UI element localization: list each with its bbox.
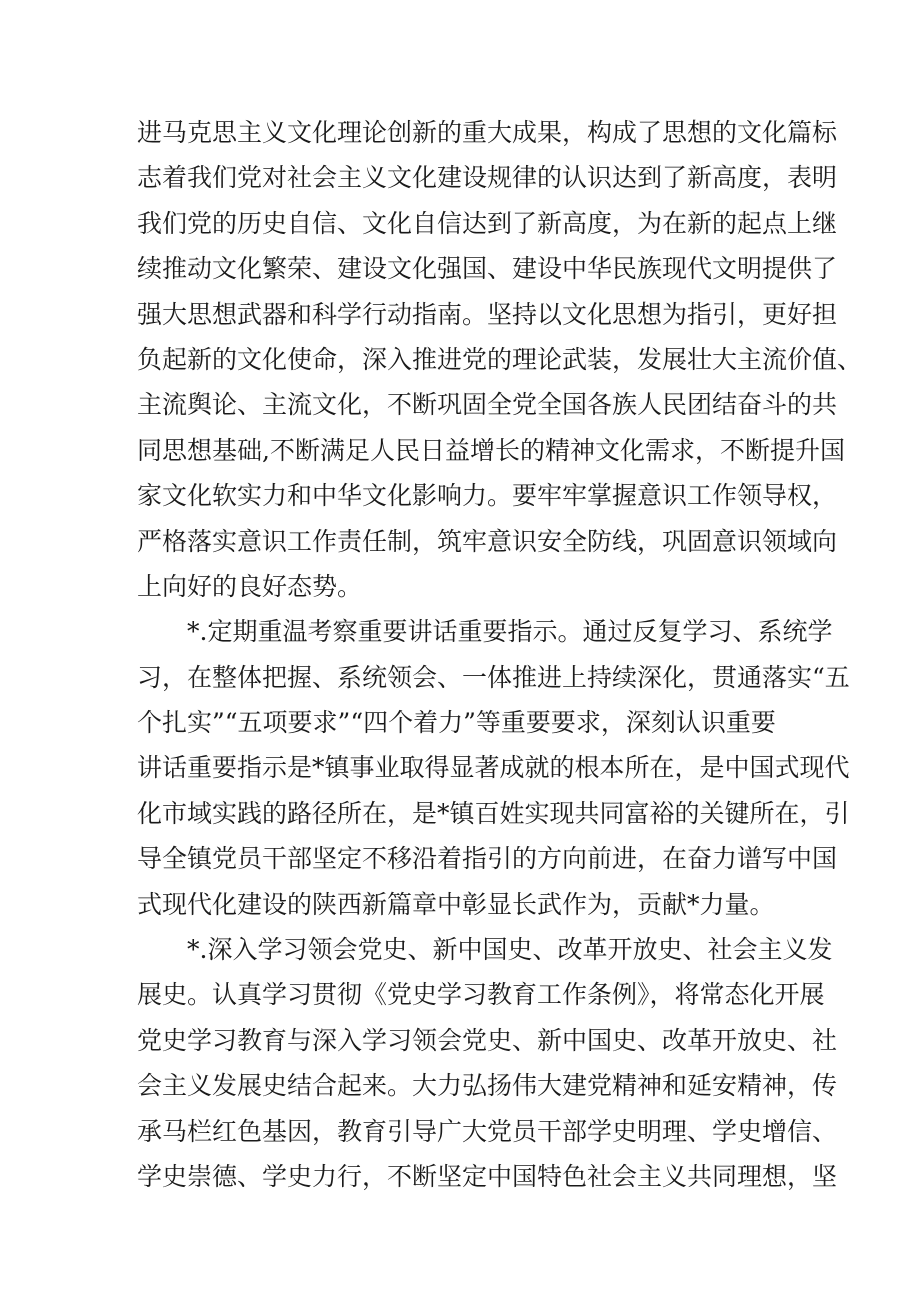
text-line: 承马栏红色基因，教育引导广大党员干部学史明理、学史增信、 <box>137 1116 838 1146</box>
text-line: 我们党的历史自信、文化自信达到了新高度，为在新的起点上继 <box>137 208 838 238</box>
text-line: 会主义发展史结合起来。大力弘扬伟大建党精神和延安精神，传 <box>137 1071 838 1101</box>
text-line: 续推动文化繁荣、建设文化强国、建设中华民族现代文明提供了 <box>137 254 838 284</box>
text-line: 进马克思主义文化理论创新的重大成果，构成了思想的文化篇标 <box>137 118 838 147</box>
text-line: 学史崇德、学史力行，不断坚定中国特色社会主义共同理想，坚 <box>137 1161 838 1191</box>
text-line: 家文化软实力和中华文化影响力。要牢牢掌握意识工作领导权， <box>137 481 838 511</box>
text-line: 讲话重要指示是*镇事业取得显著成就的根本所在，是中国式现代 <box>137 753 850 783</box>
text-line: 主流舆论、主流文化，不断巩固全党全国各族人民团结奋斗的共 <box>137 390 838 420</box>
text-line: 强大思想武器和科学行动指南。坚持以文化思想为指引，更好担 <box>137 299 838 329</box>
text-line: 同思想基础,不断满足人民日益增长的精神文化需求，不断提升国 <box>137 435 845 465</box>
text-line: 化市域实践的路径所在，是*镇百姓实现共同富裕的关键所在，引 <box>137 798 850 828</box>
text-line: 志着我们党对社会主义文化建设规律的认识达到了新高度，表明 <box>137 163 838 193</box>
text-line: 负起新的文化使命，深入推进党的理论武装，发展壮大主流价值、 <box>137 344 863 374</box>
text-line: 上向好的良好态势。 <box>137 571 363 601</box>
text-line: 式现代化建设的陕西新篇章中彰显长武作为，贡献*力量。 <box>137 889 775 919</box>
text-line: 导全镇党员干部坚定不移沿着指引的方向前进，在奋力谱写中国 <box>137 844 838 874</box>
text-line: 展史。认真学习贯彻《党史学习教育工作条例》，将常态化开展 <box>137 980 825 1010</box>
body-text <box>137 110 863 1199</box>
paragraph-start-line: *.定期重温考察重要讲话重要指示。通过反复学习、系统学 <box>137 617 833 647</box>
text-line: 个扎实”“五项要求”“四个着力”等重要要求，深刻认识重要 <box>137 708 776 738</box>
text-line: 党史学习教育与深入学习领会党史、新中国史、改革开放史、社 <box>137 1025 838 1055</box>
text-line: 严格落实意识工作责任制，筑牢意识安全防线，巩固意识领域向 <box>137 526 838 556</box>
text-line: 习，在整体把握、系统领会、一体推进上持续深化，贯通落实“五 <box>137 662 850 692</box>
paragraph-start-line: *.深入学习领会党史、新中国史、改革开放史、社会主义发 <box>137 935 833 965</box>
